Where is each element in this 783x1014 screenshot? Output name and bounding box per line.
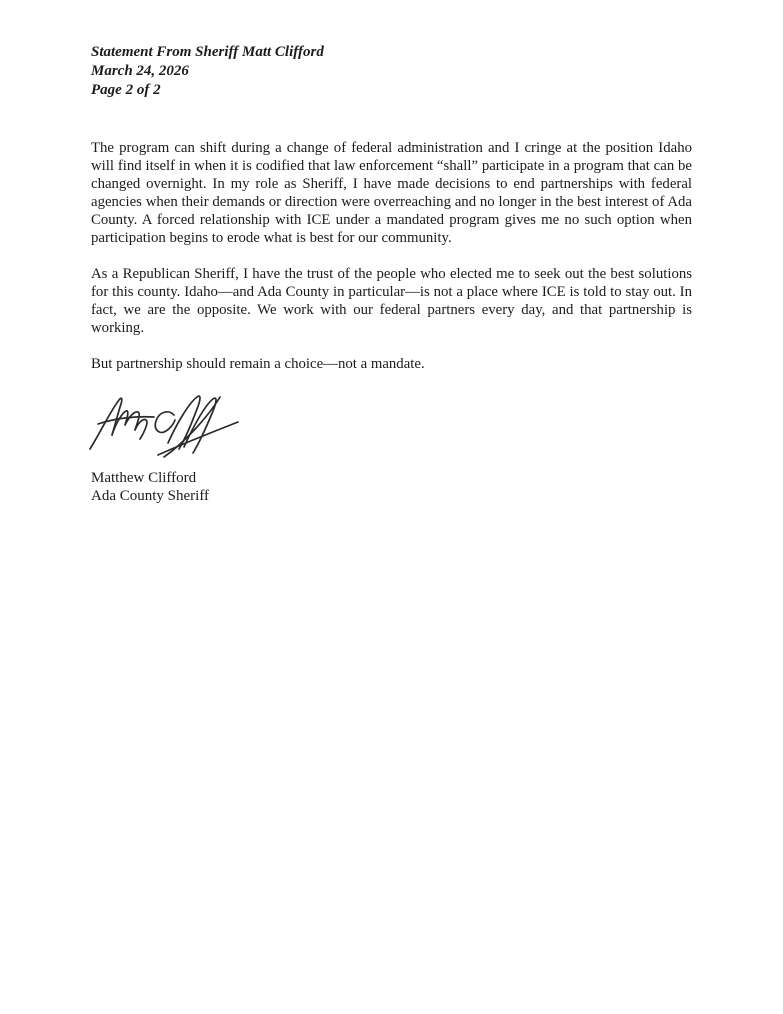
header-page-number: Page 2 of 2: [91, 82, 161, 98]
document-header: [91, 43, 692, 100]
header-title: Statement From Sheriff Matt Clifford: [91, 44, 324, 60]
paragraph-2: As a Republican Sheriff, I have the trust of the people who elected me to seek out the best solutions for this county. Idaho—and Ada County in particular—is not a place where ICE is told to stay out. In fact, we are the opposite. We work with our federal partners every day, and that partnership is working.: [91, 266, 692, 336]
letter-body: [91, 139, 692, 373]
signature-block: [91, 391, 692, 505]
handwritten-signature-icon: [86, 391, 244, 463]
paragraph-3: But partnership should remain a choice—not a mandate.: [91, 356, 425, 372]
signer-name: Matthew Clifford: [91, 470, 197, 486]
paragraph-1: The program can shift during a change of federal administration and I cringe at the position Idaho will find itself in when it is codified that law enforcement “shall” participate in a program that can be changed overnight. In my role as Sheriff, I have made decisions to end partnerships with federal agencies when their demands or direction were overreaching and no longer in the best interest of Ada County. A forced relationship with ICE under a mandated program gives me no such option when participation begins to erode what is best for our community.: [91, 140, 692, 246]
signer-title: Ada County Sheriff: [91, 488, 210, 504]
header-date: March 24, 2026: [91, 63, 189, 79]
signoff-block: [91, 469, 692, 505]
